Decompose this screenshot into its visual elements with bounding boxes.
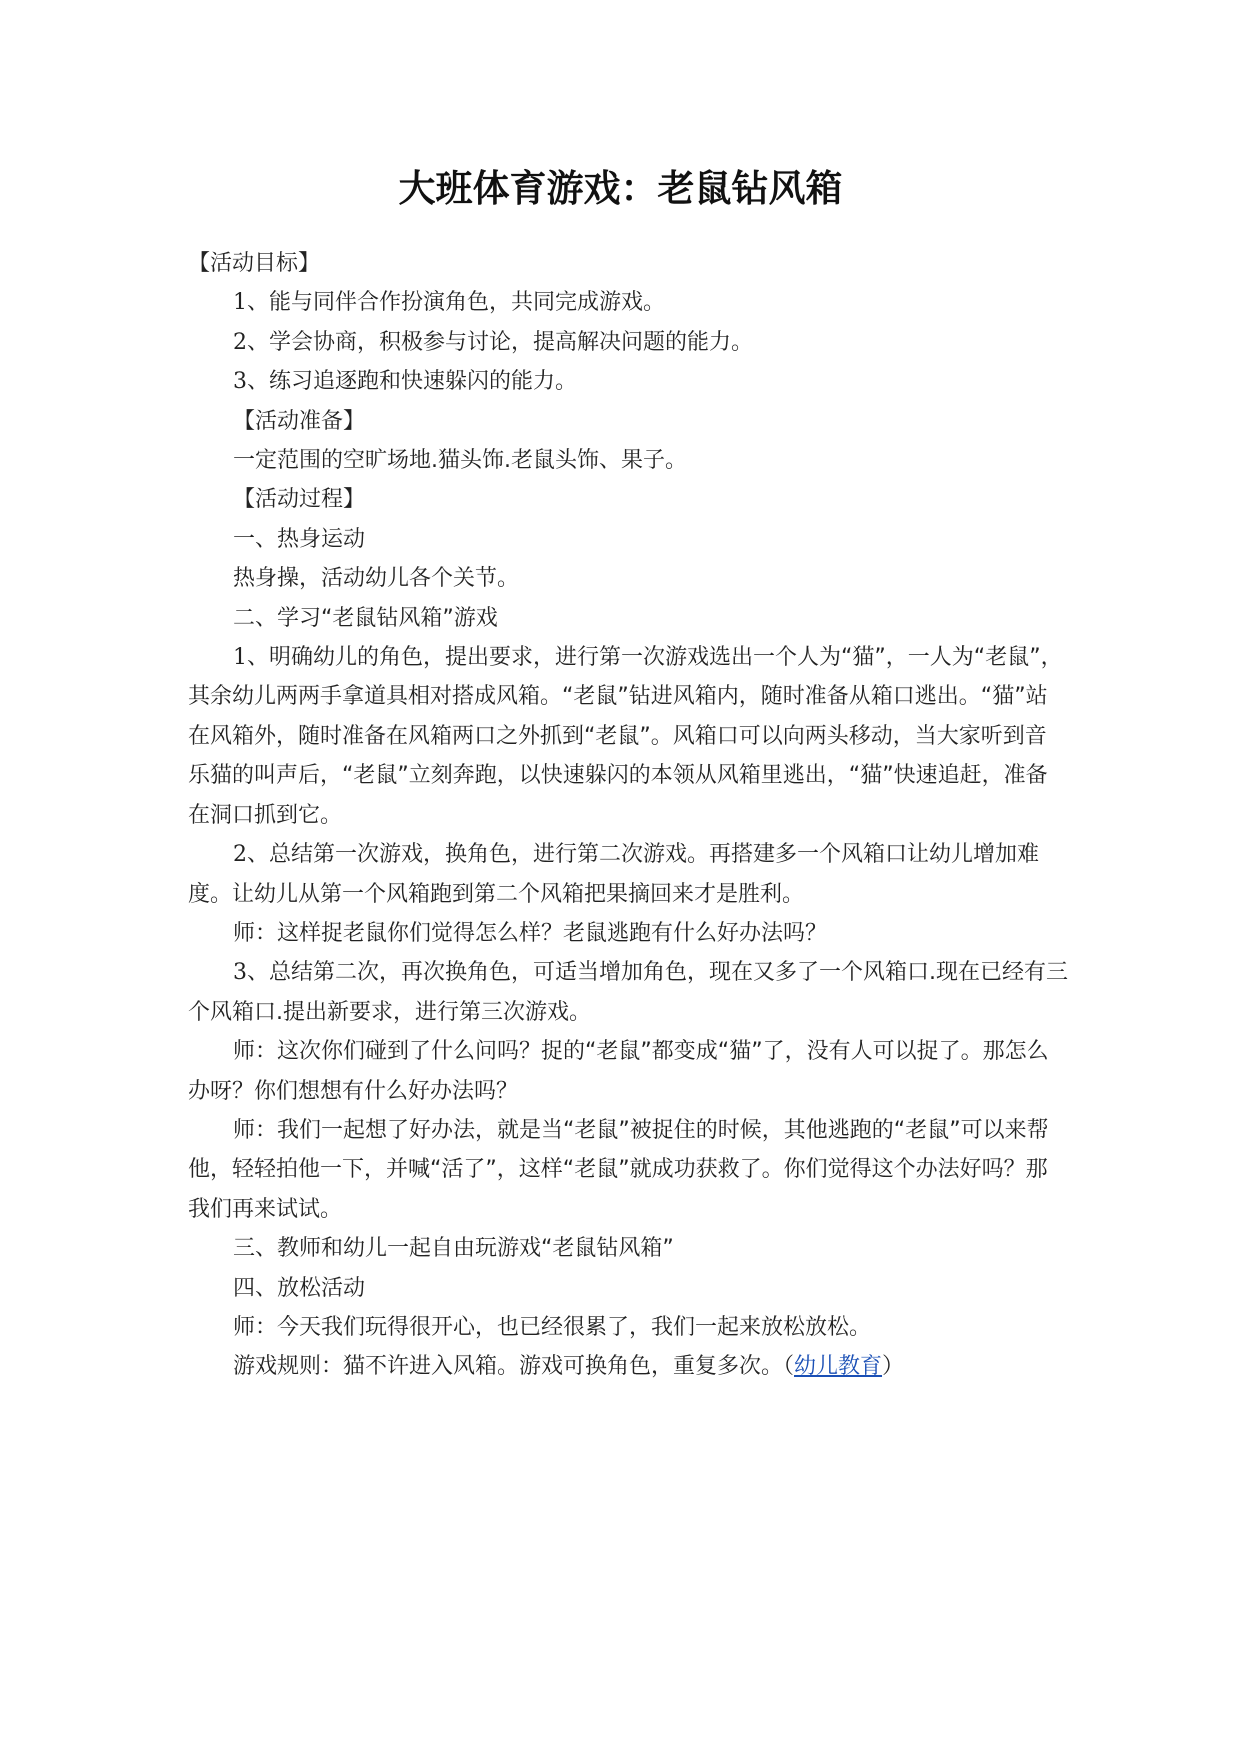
teacher-question-2: 师：这次你们碰到了什么问吗？捉的“老鼠”都变成“猫”了，没有人可以捉了。那怎么办呀？你们想想有什么好办法吗？ <box>188 1039 1049 1104</box>
step2-item-3-number: 3、 <box>233 960 269 986</box>
rules-close: ） <box>882 1354 905 1380</box>
step1-text: 热身操，活动幼儿各个关节。 <box>233 566 520 592</box>
document-title: 大班体育游戏：老鼠钻风箱 <box>398 166 843 210</box>
rules-line <box>188 1347 1068 1386</box>
goal-number-2: 2、 <box>233 329 269 355</box>
step2-item-1-text: 明确幼儿的角色，提出要求，进行第一次游戏选出一个人为“猫”，一人为“老鼠”，其余幼儿两两手拿道具相对搭成风箱。“老鼠”钻进风箱内，随时准备从箱口逃出。“猫”站在风箱外，随时准备在风箱两口之外抓到“老鼠”。风箱口可以向两头移动，当大家听到音乐猫的叫声后，“老鼠”立刻奔跑，以快速躲闪的本领从风箱里逃出，“猫”快速追赶，准备在洞口抓到它。 <box>188 645 1063 828</box>
goal-item-2 <box>188 323 1068 362</box>
rules-text: 游戏规则：猫不许进入风箱。游戏可换角色，重复多次。（ <box>233 1354 795 1380</box>
teacher-question-1: 师：这样捉老鼠你们觉得怎么样？老鼠逃跑有什么好办法吗？ <box>233 920 828 946</box>
teacher-question-3: 师：我们一起想了好办法，就是当“老鼠”被捉住的时候，其他逃跑的“老鼠”可以来帮他，轻轻拍他一下，并喊“活了”，这样“老鼠”就成功获救了。你们觉得这个办法好吗？那我们再来试试。 <box>188 1117 1049 1222</box>
goal-heading: 【活动目标】 <box>188 251 321 276</box>
step1-heading: 一、热身运动 <box>233 526 366 552</box>
prep-heading: 【活动准备】 <box>233 408 366 434</box>
goal-number-3: 3、 <box>233 369 269 395</box>
early-education-link[interactable]: 幼儿教育 <box>794 1354 883 1380</box>
step2-item-3 <box>188 953 1068 1032</box>
step2-item-2-text: 总结第一次游戏，换角色，进行第二次游戏。再搭建多一个风箱口让幼儿增加难度。让幼儿从第一个风箱跑到第二个风箱把果摘回来才是胜利。 <box>188 842 1040 907</box>
step4-text: 师：今天我们玩得很开心，也已经很累了，我们一起来放松放松。 <box>233 1314 872 1340</box>
document-body <box>188 244 1068 1387</box>
goal-text-2: 学会协商，积极参与讨论，提高解决问题的能力。 <box>269 329 754 355</box>
goal-item-1 <box>188 283 1068 322</box>
step4-heading: 四、放松活动 <box>233 1275 366 1301</box>
goal-item-3 <box>188 362 1068 401</box>
step2-item-3-text: 总结第二次，再次换角色，可适当增加角色，现在又多了一个风箱口.现在已经有三个风箱口.提出新要求，进行第三次游戏。 <box>188 960 1068 1025</box>
goal-number-1: 1、 <box>233 290 269 316</box>
step2-item-1 <box>188 638 1068 835</box>
step2-item-2-number: 2、 <box>233 842 269 868</box>
goal-text-3: 练习追逐跑和快速躲闪的能力。 <box>269 369 578 395</box>
step2-item-1-number: 1、 <box>233 645 269 671</box>
step3-heading: 三、教师和幼儿一起自由玩游戏“老鼠钻风箱” <box>233 1236 674 1262</box>
prep-text: 一定范围的空旷场地.猫头饰.老鼠头饰、果子。 <box>233 448 687 474</box>
step2-item-2 <box>188 835 1068 914</box>
process-heading: 【活动过程】 <box>233 487 366 513</box>
goal-text-1: 能与同伴合作扮演角色，共同完成游戏。 <box>269 290 666 316</box>
step2-heading: 二、学习“老鼠钻风箱”游戏 <box>233 605 498 631</box>
